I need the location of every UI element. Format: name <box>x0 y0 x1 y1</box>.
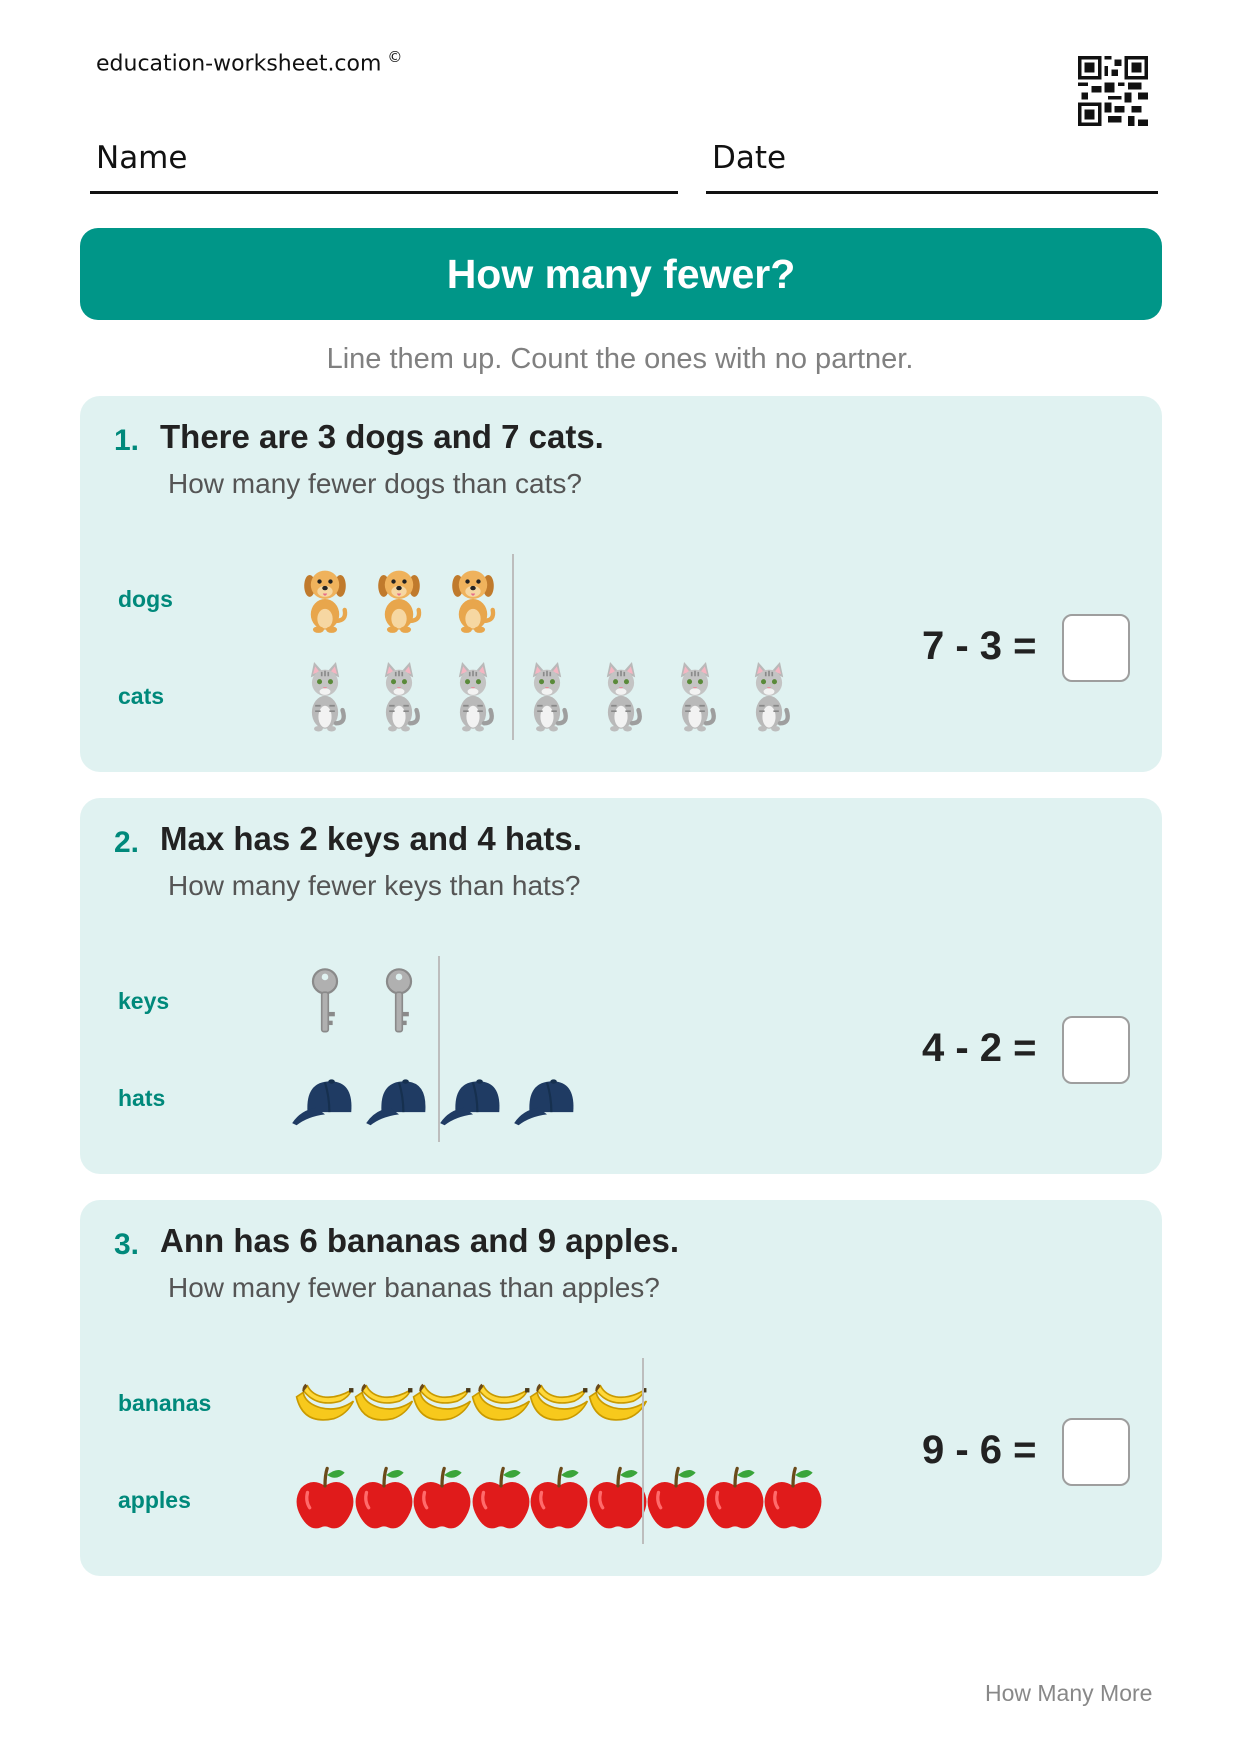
row-label-apples: apples <box>118 1487 191 1513</box>
cat-icon <box>440 662 506 732</box>
cap-icon <box>514 1064 580 1134</box>
problem-question: How many fewer dogs than cats? <box>168 468 582 499</box>
copyright-symbol: © <box>387 48 403 66</box>
row-label-bananas: bananas <box>118 1390 212 1416</box>
name-label: Name <box>96 140 188 176</box>
worksheet-title: How many fewer? <box>80 228 1162 320</box>
cap-icon <box>366 1064 432 1134</box>
cap-icon <box>292 1064 358 1134</box>
cat-icon <box>588 662 654 732</box>
cat-icon <box>736 662 802 732</box>
apple-icon <box>643 1464 709 1534</box>
row-label-hats: hats <box>118 1085 166 1111</box>
problem-card-1 <box>80 396 1162 772</box>
banana-icon <box>351 1364 417 1434</box>
apple-icon <box>702 1464 768 1534</box>
problem-statement: Ann has 6 bananas and 9 apples. <box>160 1222 679 1259</box>
equation: 9 - 6 = <box>922 1428 1037 1472</box>
problem-card-3 <box>80 1200 1162 1576</box>
problem-question: How many fewer keys than hats? <box>168 870 581 901</box>
apple-icon <box>409 1464 475 1534</box>
problem-question: How many fewer bananas than apples? <box>168 1272 660 1303</box>
cat-icon <box>292 662 358 732</box>
problem-number: 3. <box>114 1228 140 1261</box>
problem-statement: Max has 2 keys and 4 hats. <box>160 820 582 857</box>
apple-icon <box>468 1464 534 1534</box>
key-icon <box>292 966 358 1036</box>
instructions: Line them up. Count the ones with no partner. <box>326 343 914 375</box>
name-field[interactable] <box>90 140 678 194</box>
pairing-divider <box>438 956 440 1142</box>
cat-icon <box>662 662 728 732</box>
apple-icon <box>292 1464 358 1534</box>
banana-icon <box>585 1364 651 1434</box>
equation: 7 - 3 = <box>922 624 1037 668</box>
cap-icon <box>440 1064 506 1134</box>
answer-box[interactable] <box>1062 1418 1130 1486</box>
row-label-keys: keys <box>118 988 170 1014</box>
row-label-cats: cats <box>118 683 165 709</box>
apple-icon <box>351 1464 417 1534</box>
date-field[interactable] <box>706 140 1158 194</box>
banana-icon <box>526 1364 592 1434</box>
pairing-divider <box>512 554 514 740</box>
dog-icon <box>440 564 506 634</box>
banana-icon <box>468 1364 534 1434</box>
dog-icon <box>292 564 358 634</box>
key-icon <box>366 966 432 1036</box>
banana-icon <box>292 1364 358 1434</box>
site-text: education-worksheet.com <box>96 51 382 77</box>
date-label: Date <box>712 140 787 176</box>
apple-icon <box>526 1464 592 1534</box>
cat-icon <box>366 662 432 732</box>
footer-text: How Many More <box>985 1680 1153 1706</box>
answer-box[interactable] <box>1062 614 1130 682</box>
problem-statement: There are 3 dogs and 7 cats. <box>160 418 604 455</box>
apple-icon <box>760 1464 826 1534</box>
row-label-dogs: dogs <box>118 586 173 612</box>
dog-icon <box>366 564 432 634</box>
site-name <box>96 48 402 76</box>
pairing-divider <box>642 1358 644 1544</box>
qr-code-icon <box>1078 56 1148 126</box>
problem-number: 2. <box>114 826 140 859</box>
banana-icon <box>409 1364 475 1434</box>
cat-icon <box>514 662 580 732</box>
answer-box[interactable] <box>1062 1016 1130 1084</box>
problem-card-2 <box>80 798 1162 1174</box>
equation: 4 - 2 = <box>922 1026 1037 1070</box>
problem-number: 1. <box>114 424 140 457</box>
apple-icon <box>585 1464 651 1534</box>
